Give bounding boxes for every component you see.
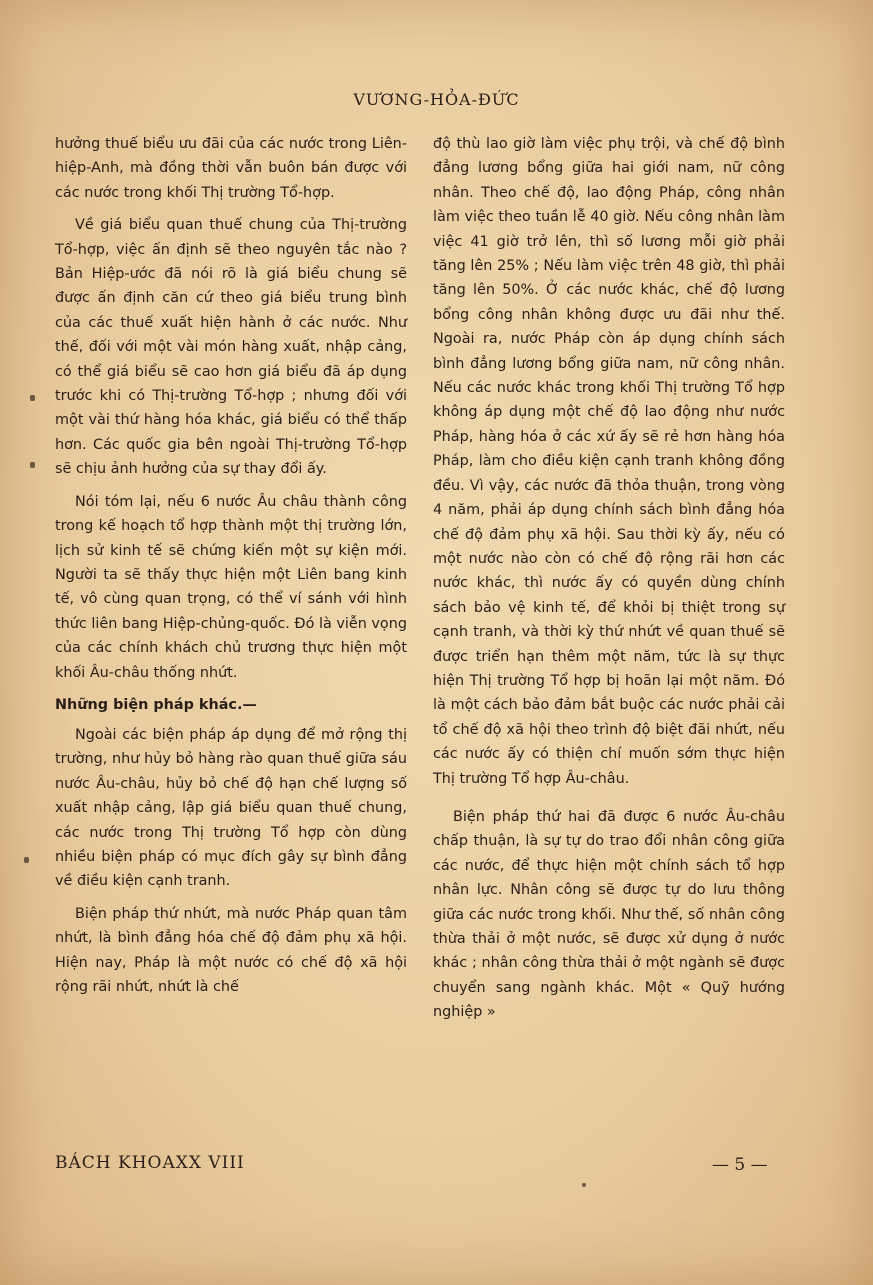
binding-hole-mark bbox=[24, 857, 29, 863]
section-heading: Những biện pháp khác.— bbox=[55, 696, 257, 713]
binding-hole-mark bbox=[30, 395, 35, 401]
ink-speck bbox=[582, 1183, 586, 1187]
page-header-author: VƯƠNG-HỎA-ĐỨC bbox=[353, 90, 520, 109]
left-paragraph-2: Về giá biểu quan thuế chung của Thị-trường Tổ-hợp, việc ấn định sẽ theo nguyên tắc nào ? Bản Hiệp-ước đã nói rõ là giá biểu chung sẽ được ấn định căn cứ theo giá biểu trung bình của các thuế xuất hiện hành ở các nước. Như thế, đối với một vài món hàng xuất, nhập cảng, có thể giá biểu sẽ cao hơn giá biểu đã áp dụng trước khi có Thị-trường Tổ-hợp ; nhưng đối với một vài thứ hàng hóa khác, giá biểu có thể thấp hơn. Các quốc gia bên ngoài Thị-trường Tổ-hợp sẽ chịu ảnh hưởng của sự thay đổi ấy. bbox=[55, 217, 407, 478]
binding-hole-mark bbox=[30, 462, 35, 468]
left-paragraph-1: hưởng thuế biểu ưu đãi của các nước trong Liên-hiệp-Anh, mà đồng thời vẫn buôn bán được với các nước trong khối Thị trường Tổ-hợp. bbox=[55, 136, 407, 201]
right-column bbox=[433, 132, 785, 1033]
left-paragraph-4: Ngoài các biện pháp áp dụng để mở rộng thị trường, như hủy bỏ hàng rào quan thuế giữa sáu nước Âu-châu, hủy bỏ chế độ hạn chế lượng số xuất nhập cảng, lập giá biểu quan thuế chung, các nước trong Thị trường Tổ hợp còn dùng nhiều biện pháp có mục đích gây sự bình đẳng về điều kiện cạnh tranh. bbox=[55, 726, 407, 890]
left-paragraph-5: Biện pháp thứ nhứt, mà nước Pháp quan tâm nhứt, là bình đẳng hóa chế độ đảm phụ xã hội. Hiện nay, Pháp là một nước có chế độ xã hội rộng rãi nhứt, nhứt là chế bbox=[55, 905, 407, 995]
left-paragraph-3: Nói tóm lại, nếu 6 nước Âu châu thành công trong kế hoạch tổ hợp thành một thị trường lớn, lịch sử kinh tế sẽ chứng kiến một sự kiện mới. Người ta sẽ thấy thực hiện một Liên bang kinh tế, vô cùng quan trọng, có thể ví sánh với hình thức liên bang Hiệp-chủng-quốc. Đó là viễn vọng của các chính khách chủ trương thực hiện một khối Âu-châu thống nhứt. bbox=[55, 493, 407, 681]
left-column bbox=[55, 132, 407, 1007]
footer-publication: BÁCH KHOAXX VIII bbox=[55, 1153, 245, 1173]
right-paragraph-1: độ thù lao giờ làm việc phụ trội, và chế độ bình đẳng lương bổng giữa hai giới nam, nữ công nhân. Theo chế độ, lao động Pháp, công nhân làm việc theo tuần lễ 40 giờ. Nếu công nhân làm việc 41 giờ trở lên, thì số lương mỗi giờ phải tăng lên 25% ; Nếu làm việc trên 48 giờ, thì phải tăng lên 50%. Ở các nước khác, chế độ lương bổng công nhân không được ưu đãi như thế. Ngoài ra, nước Pháp còn áp dụng chính sách bình đẳng lương bổng giữa nam, nữ công nhân. Nếu các nước khác trong khối Thị trường Tổ hợp không áp dụng một chế độ lao động như nước Pháp, hàng hóa ở các xứ ấy sẽ rẻ hơn hàng hóa Pháp, làm cho điều kiện cạnh tranh không đồng đều. Vì vậy, các nước đã thỏa thuận, trong vòng 4 năm, phải áp dụng chính sách bình đẳng hóa chế độ đảm phụ xã hội. Sau thời kỳ ấy, nếu có một nước nào còn có chế độ rộng rãi hơn các nước khác, thì nước ấy có quyền dùng chính sách bảo vệ kinh tế, để khỏi bị thiệt trong sự cạnh tranh, và thời kỳ thứ nhứt về quan thuế sẽ được triển hạn thêm một năm, tức là sự thực hiện Thị trường Tổ hợp bị hoãn lại một năm. Đó là một cách bảo đảm bắt buộc các nước phải cải tổ chế độ xã hội theo trình độ biệt đãi nhứt, nếu các nước ấy có thiện chí muốn sớm thực hiện Thị trường Tổ hợp Âu-châu. bbox=[433, 136, 785, 787]
footer-page-number: — 5 — bbox=[712, 1155, 768, 1175]
right-paragraph-2: Biện pháp thứ hai đã được 6 nước Âu-châu chấp thuận, là sự tự do trao đổi nhân công giữa các nước, để thực hiện một chính sách tổ hợp nhân lực. Nhân công sẽ được tự do lưu thông giữa các nước trong khối. Như thế, số nhân công thừa thải ở một nước, sẽ được xử dụng ở nước khác ; nhân công thừa thải ở một ngành sẽ được chuyển sang ngành khác. Một « Quỹ hướng nghiệp » bbox=[433, 808, 785, 1021]
